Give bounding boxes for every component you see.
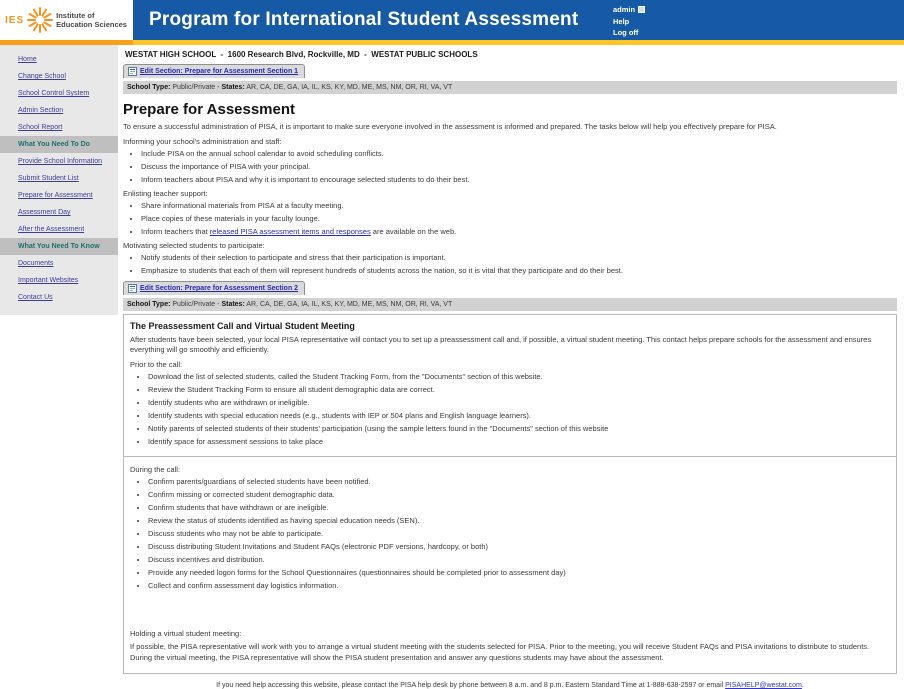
list-item: • Provide any needed logon forms for the School Questionnaires (questionnaires should be completed prior to assessment day) bbox=[148, 568, 890, 577]
motivating-list bbox=[131, 253, 897, 275]
admin-link[interactable] bbox=[613, 4, 645, 16]
preassessment-call-box bbox=[123, 314, 897, 457]
list-item: • Place copies of these materials in your faculty lounge. bbox=[141, 214, 897, 223]
states-value: AR, CA, DE, GA, IA, IL, KS, KY, MD, ME, MS, NM, OR, RI, VA, VT bbox=[246, 301, 453, 309]
separator: - bbox=[217, 301, 220, 309]
informing-list bbox=[131, 149, 897, 184]
released-items-link[interactable]: released PISA assessment items and responses bbox=[209, 227, 371, 237]
page-title: Prepare for Assessment bbox=[123, 101, 296, 118]
pisahelp-email-link[interactable]: PISAHELP@westat.com bbox=[725, 681, 802, 689]
list-item: • Confirm missing or corrected student demographic data. bbox=[148, 490, 890, 499]
logoff-link[interactable]: Log off bbox=[613, 28, 639, 38]
list-item: • Discuss incentives and distribution. bbox=[148, 555, 890, 564]
list-item: • Emphasize to students that each of them will represent hundreds of students across the nation, so it is vital that they participate and do their best. bbox=[141, 266, 897, 275]
sidebar-item-after-the-assessment[interactable]: After the Assessment bbox=[18, 226, 85, 233]
list-item: • Identify space for assessment sessions to take place bbox=[148, 437, 890, 446]
list-item: • Notify students of their selection to participate and stress that their participation is important. bbox=[141, 253, 897, 262]
states-value: AR, CA, DE, GA, IA, IL, KS, KY, MD, ME, MS, NM, OR, RI, VA, VT bbox=[246, 84, 453, 91]
sidebar-item-change-school[interactable]: Change School bbox=[18, 73, 66, 80]
sidebar bbox=[0, 45, 118, 315]
banner bbox=[133, 0, 904, 40]
school-type-label: School Type: bbox=[127, 301, 171, 309]
virtual-meeting-paragraph: If possible, the PISA representative will work with you to arrange a virtual student meeting with the students selected for PISA. Prior to the meeting, you will receive Student FAQs and PISA invitations to distribute to students. During the virtual meeting, the PISA representative will show the PISA student presentation and answer any questions students may have about the assessment. bbox=[130, 642, 870, 662]
list-item: • Include PISA on the annual school calendar to avoid scheduling conflicts. bbox=[141, 149, 897, 158]
app-header bbox=[0, 0, 904, 40]
school-type-bar-2 bbox=[123, 298, 897, 311]
during-call-lead: During the call: bbox=[130, 465, 181, 475]
states-label: States: bbox=[221, 84, 245, 91]
sidebar-item-assessment-day[interactable]: Assessment Day bbox=[18, 209, 71, 216]
list-item: • Share informational materials from PISA at a faculty meeting. bbox=[141, 201, 897, 210]
school-type-label: School Type: bbox=[127, 84, 171, 91]
list-item: • Inform teachers about PISA and why it is important to encourage selected students to do their best. bbox=[141, 175, 897, 184]
bullet-text: Inform teachers that bbox=[141, 227, 210, 237]
enlisting-list bbox=[131, 201, 897, 236]
sidebar-item-contact-us[interactable]: Contact Us bbox=[18, 294, 53, 301]
school-header: WESTAT HIGH SCHOOL - 1600 Research Blvd, Rockville, MD - WESTAT PUBLIC SCHOOLS bbox=[125, 50, 478, 59]
school-type-value: Public/Private bbox=[172, 301, 216, 309]
ies-logo-text: IES bbox=[5, 14, 25, 26]
list-item: • Discuss distributing Student Invitations and Student FAQs (electronic PDF versions, hardcopy, or both) bbox=[148, 542, 890, 551]
prior-to-call-list bbox=[138, 372, 890, 446]
list-item: • Confirm students that have withdrawn or are ineligible. bbox=[148, 503, 890, 512]
separator: - bbox=[217, 84, 220, 91]
list-item: • Review the status of students identified as having special education needs (SEN). bbox=[148, 516, 890, 525]
footer bbox=[123, 682, 897, 689]
list-item: • Discuss the importance of PISA with your principal. bbox=[141, 162, 897, 171]
footer-suffix: . bbox=[801, 681, 804, 689]
sidebar-item-home[interactable]: Home bbox=[18, 56, 37, 63]
during-call-list bbox=[138, 477, 890, 590]
list-item: • Collect and confirm assessment day logistics information. bbox=[148, 581, 890, 590]
footer-text: If you need help accessing this website, please contact the PISA help desk by phone between 8 a.m. and 8 p.m. Eastern Standard Time at 1-888-638-2597 or email bbox=[216, 681, 726, 689]
main-content bbox=[118, 45, 904, 689]
ies-logo bbox=[0, 0, 133, 40]
sidebar-item-important-websites[interactable]: Important Websites bbox=[18, 277, 79, 284]
group-lead-enlisting: Enlisting teacher support: bbox=[123, 189, 208, 199]
list-item: • Identify students with special education needs (e.g., students with IEP or 504 plans and English language learners). bbox=[148, 411, 890, 420]
bullet-text: are available on the web. bbox=[370, 227, 457, 237]
section-heading: The Preassessment Call and Virtual Student Meeting bbox=[130, 321, 355, 332]
help-link[interactable]: Help bbox=[613, 16, 630, 26]
states-label: States: bbox=[221, 301, 245, 309]
list-item: • Download the list of selected students, called the Student Tracking Form, from the "Documents" section of this website. bbox=[148, 372, 890, 381]
sidebar-section-what-you-need-to-know: What You Need To Know bbox=[0, 238, 118, 255]
sidebar-item-documents[interactable]: Documents bbox=[18, 260, 54, 267]
admin-label: admin bbox=[613, 5, 636, 14]
during-call-box bbox=[123, 456, 897, 673]
list-item: • Review the Student Tracking Form to ensure all student demographic data are correct. bbox=[148, 385, 890, 394]
edit-section-1-tab[interactable] bbox=[123, 64, 305, 78]
group-lead-motivating: Motivating selected students to participate: bbox=[123, 241, 265, 251]
list-item bbox=[141, 227, 897, 236]
spacer bbox=[130, 594, 890, 624]
sidebar-item-provide-school-information[interactable]: Provide School Information bbox=[18, 158, 103, 165]
edit-section-1-link[interactable]: Edit Section: Prepare for Assessment Section 1 bbox=[140, 68, 299, 75]
edit-section-icon bbox=[128, 67, 137, 76]
ies-sunburst-icon bbox=[27, 7, 53, 33]
sidebar-item-school-control-system[interactable]: School Control System bbox=[18, 90, 90, 97]
list-item: • Notify parents of selected students of their students' participation (using the sample letters found in the "Documents" section of this website bbox=[148, 424, 890, 433]
institute-name bbox=[56, 11, 127, 29]
list-item: • Identify students who are withdrawn or ineligible. bbox=[148, 398, 890, 407]
list-item: • Discuss students who may not be able to participate. bbox=[148, 529, 890, 538]
sidebar-item-admin-section[interactable]: Admin Section bbox=[18, 107, 64, 114]
group-lead-informing: Informing your school's administration and staff: bbox=[123, 137, 282, 147]
virtual-meeting-lead: Holding a virtual student meeting: bbox=[130, 629, 242, 639]
institute-line1: Institute of bbox=[56, 11, 95, 20]
app-title: Program for International Student Assessment bbox=[149, 9, 579, 30]
school-type-bar-1 bbox=[123, 81, 897, 94]
school-type-value: Public/Private bbox=[172, 84, 216, 91]
admin-user-icon bbox=[638, 6, 645, 13]
sidebar-item-submit-student-list[interactable]: Submit Student List bbox=[18, 175, 79, 182]
edit-section-2-link[interactable]: Edit Section: Prepare for Assessment Section 2 bbox=[140, 285, 299, 293]
sidebar-section-what-you-need-to-do: What You Need To Do bbox=[0, 136, 118, 153]
institute-line2: Education Sciences bbox=[56, 20, 127, 29]
sidebar-item-school-report[interactable]: School Report bbox=[18, 124, 63, 131]
intro-paragraph: To ensure a successful administration of PISA, it is important to make sure everyone involved in the assessment is informed and prepared. The tasks below will help you effectively prepare for PISA. bbox=[123, 122, 777, 131]
list-item: • Confirm parents/guardians of selected students have been notified. bbox=[148, 477, 890, 486]
sidebar-item-prepare-for-assessment[interactable]: Prepare for Assessment bbox=[18, 192, 93, 199]
edit-section-2-tab[interactable] bbox=[123, 281, 305, 295]
prior-to-call-lead: Prior to the call: bbox=[130, 360, 183, 370]
section2-intro: After students have been selected, your local PISA representative will contact you to set up a preassessment call and, if possible, a virtual student meeting. This contact helps prepare schools for the assessment and ensures everything will go smoothly and efficiently. bbox=[130, 335, 872, 355]
user-links bbox=[613, 4, 645, 39]
edit-section-icon bbox=[128, 284, 137, 293]
